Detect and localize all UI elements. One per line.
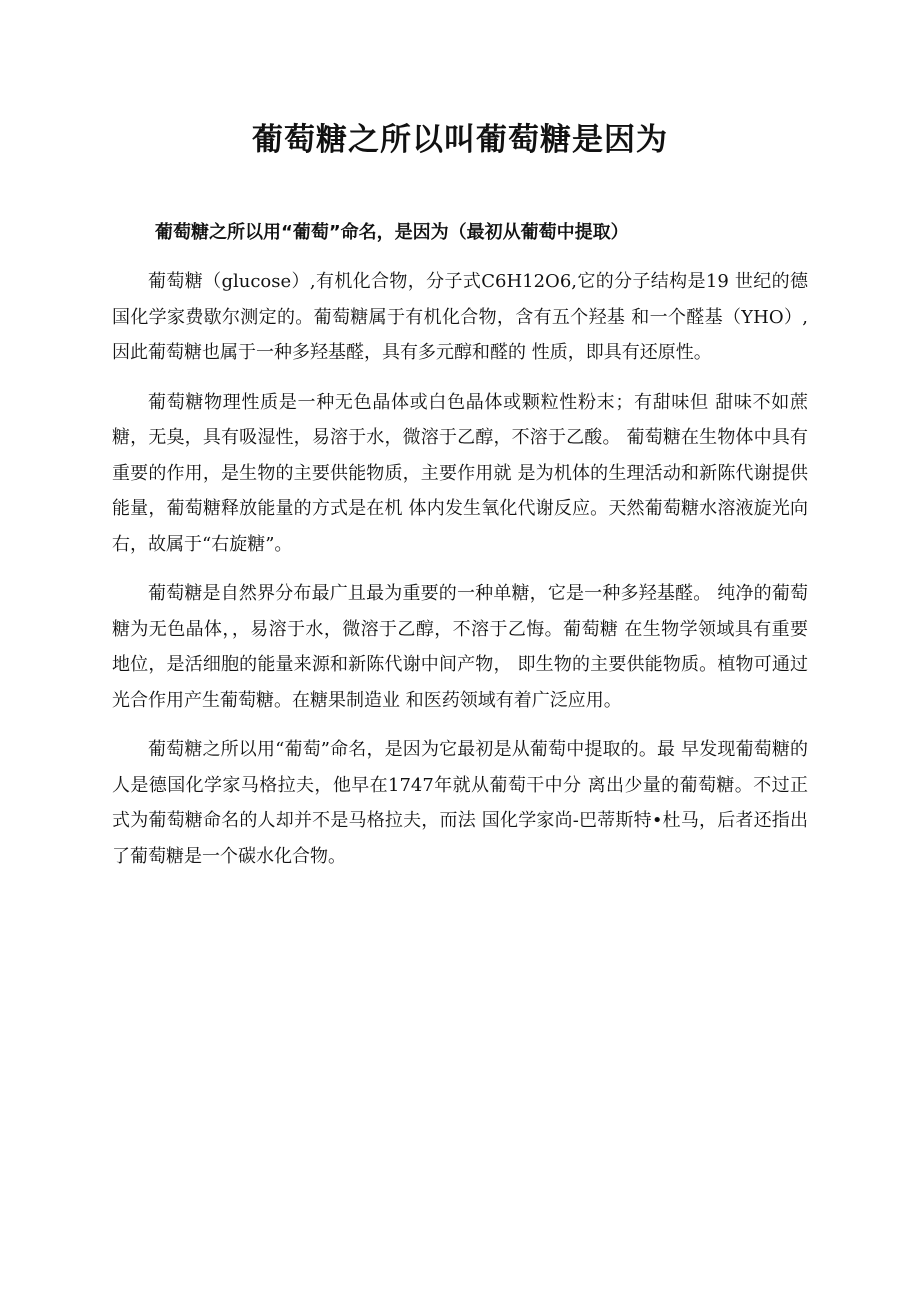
document-title: 葡萄糖之所以叫葡萄糖是因为 bbox=[252, 122, 668, 158]
paragraph-distribution: 葡萄糖是自然界分布最广且最为重要的一种单糖，它是一种多羟基醛。 纯净的葡萄糖为无色晶体，，易溶于水，微溶于乙醇，不溶于乙悔。葡萄糖 在生物学领域具有重要地位，是活细胞的能量来源和新陈代谢中间产物， 即生物的主要供能物质。植物可通过光合作用产生葡萄糖。在糖果制造业 和医药领域有着广泛应用。 bbox=[112, 583, 808, 711]
paragraph-naming-history: 葡萄糖之所以用“葡萄”命名，是因为它最初是从葡萄中提取的。最 早发现葡萄糖的人是德国化学家马格拉夫，他早在1747年就从葡萄干中分 离出少量的葡萄糖。不过正式为葡萄糖命名的人却并不是马格拉夫，而法 国化学家尚-巴蒂斯特•杜马，后者还指出了葡萄糖是一个碳水化合物。 bbox=[112, 739, 808, 867]
document-body bbox=[112, 264, 808, 888]
paragraph-molecular-structure: 葡萄糖（glucose）,有机化合物，分子式C6H12O6,它的分子结构是19 世纪的德国化学家费歇尔测定的。葡萄糖属于有机化合物，含有五个羟基 和一个醛基（YHO）,因此葡萄糖也属于一种多羟基醛，具有多元醇和醛的 性质，即具有还原性。 bbox=[112, 271, 808, 363]
document-subtitle: 葡萄糖之所以用“葡萄”命名，是因为（最初从葡萄中提取） bbox=[155, 222, 629, 243]
paragraph-physical-properties: 葡萄糖物理性质是一种无色晶体或白色晶体或颗粒性粉末；有甜味但 甜味不如蔗糖，无臭，具有吸湿性，易溶于水，微溶于乙醇，不溶于乙酸。 葡萄糖在生物体中具有重要的作用，是生物的主要供能物质，主要作用就 是为机体的生理活动和新陈代谢提供能量，葡萄糖释放能量的方式是在机 体内发生氧化代谢反应。天然葡萄糖水溶液旋光向右，故属于“右旋糖”。 bbox=[112, 391, 808, 555]
